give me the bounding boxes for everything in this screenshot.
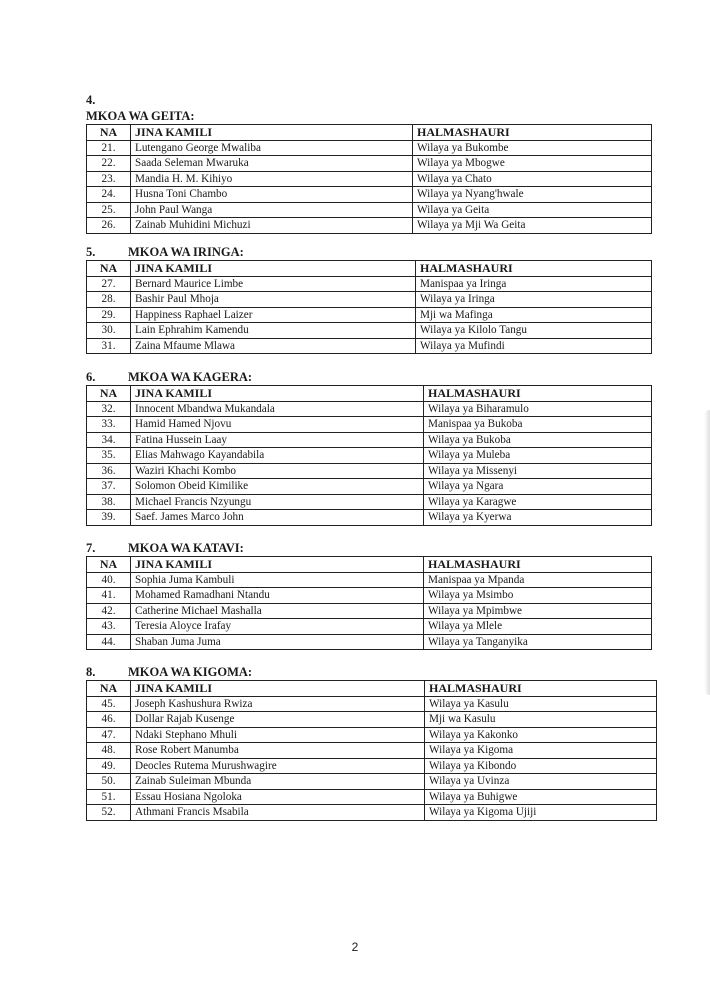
section-heading (86, 369, 652, 385)
members-table (86, 385, 652, 526)
region-section (86, 92, 652, 234)
council-name: Wilaya ya Iringa (416, 292, 652, 308)
member-name: Hamid Hamed Njovu (131, 417, 424, 433)
table-row (87, 572, 652, 588)
table-row (87, 494, 652, 510)
section-number: 7. (86, 541, 96, 555)
member-name: Zainab Muhidini Michuzi (131, 218, 413, 234)
row-number: 32. (87, 401, 131, 417)
table-row (87, 218, 652, 234)
council-name: Wilaya ya Geita (413, 202, 652, 218)
header-na: NA (87, 125, 131, 141)
council-name: Wilaya ya Missenyi (424, 463, 652, 479)
member-name: Catherine Michael Mashalla (131, 603, 424, 619)
row-number: 40. (87, 572, 131, 588)
council-name: Wilaya ya Uvinza (425, 774, 657, 790)
council-name: Wilaya ya Bukombe (413, 140, 652, 156)
member-name: Fatina Hussein Laay (131, 432, 424, 448)
member-name: Zainab Suleiman Mbunda (131, 774, 425, 790)
row-number: 48. (87, 743, 131, 759)
header-na: NA (87, 386, 131, 402)
table-row (87, 202, 652, 218)
member-name: Lain Ephrahim Kamendu (131, 323, 416, 339)
row-number: 23. (87, 171, 131, 187)
header-na: NA (87, 557, 131, 573)
member-name: Athmani Francis Msabila (131, 805, 425, 821)
row-number: 33. (87, 417, 131, 433)
region-section (86, 664, 657, 821)
member-name: Bashir Paul Mhoja (131, 292, 416, 308)
member-name: Zaina Mfaume Mlawa (131, 338, 416, 354)
region-title: MKOA WA KIGOMA: (128, 665, 253, 679)
council-name: Wilaya ya Mji Wa Geita (413, 218, 652, 234)
table-row (87, 805, 657, 821)
table-header-row (87, 557, 652, 573)
header-full-name: JINA KAMILI (131, 386, 424, 402)
row-number: 21. (87, 140, 131, 156)
table-row (87, 307, 652, 323)
table-row (87, 417, 652, 433)
council-name: Wilaya ya Kibondo (425, 758, 657, 774)
member-name: Sophia Juma Kambuli (131, 572, 424, 588)
table-row (87, 758, 657, 774)
row-number: 37. (87, 479, 131, 495)
table-row (87, 727, 657, 743)
header-full-name: JINA KAMILI (131, 261, 416, 277)
table-row (87, 323, 652, 339)
header-full-name: JINA KAMILI (131, 557, 424, 573)
council-name: Wilaya ya Mufindi (416, 338, 652, 354)
member-name: John Paul Wanga (131, 202, 413, 218)
member-name: Joseph Kashushura Rwiza (131, 696, 425, 712)
header-full-name: JINA KAMILI (131, 125, 413, 141)
row-number: 38. (87, 494, 131, 510)
member-name: Bernard Maurice Limbe (131, 276, 416, 292)
row-number: 24. (87, 187, 131, 203)
page-edge-shadow (704, 410, 710, 695)
council-name: Wilaya ya Karagwe (424, 494, 652, 510)
row-number: 47. (87, 727, 131, 743)
row-number: 27. (87, 276, 131, 292)
council-name: Manispaa ya Bukoba (424, 417, 652, 433)
member-name: Solomon Obeid Kimilike (131, 479, 424, 495)
row-number: 36. (87, 463, 131, 479)
region-section (86, 369, 652, 526)
council-name: Wilaya ya Mpimbwe (424, 603, 652, 619)
council-name: Wilaya ya Muleba (424, 448, 652, 464)
member-name: Innocent Mbandwa Mukandala (131, 401, 424, 417)
member-name: Rose Robert Manumba (131, 743, 425, 759)
member-name: Lutengano George Mwaliba (131, 140, 413, 156)
table-row (87, 463, 652, 479)
table-row (87, 696, 657, 712)
member-name: Husna Toni Chambo (131, 187, 413, 203)
table-row (87, 171, 652, 187)
row-number: 31. (87, 338, 131, 354)
row-number: 29. (87, 307, 131, 323)
members-table (86, 260, 652, 354)
region-title: MKOA WA GEITA: (86, 109, 195, 123)
council-name: Wilaya ya Mlele (424, 619, 652, 635)
table-row (87, 774, 657, 790)
council-name: Manispaa ya Mpanda (424, 572, 652, 588)
table-row (87, 338, 652, 354)
header-council: HALMASHAURI (413, 125, 652, 141)
row-number: 34. (87, 432, 131, 448)
member-name: Saef. James Marco John (131, 510, 424, 526)
table-header-row (87, 681, 657, 697)
section-heading (86, 244, 652, 260)
member-name: Dollar Rajab Kusenge (131, 712, 425, 728)
table-row (87, 588, 652, 604)
table-row (87, 448, 652, 464)
table-row (87, 401, 652, 417)
table-row (87, 743, 657, 759)
region-title: MKOA WA IRINGA: (128, 245, 244, 259)
section-number: 6. (86, 370, 96, 384)
council-name: Wilaya ya Ngara (424, 479, 652, 495)
member-name: Mandia H. M. Kihiyo (131, 171, 413, 187)
council-name: Mji wa Kasulu (425, 712, 657, 728)
member-name: Elias Mahwago Kayandabila (131, 448, 424, 464)
council-name: Wilaya ya Biharamulo (424, 401, 652, 417)
table-row (87, 479, 652, 495)
member-name: Shaban Juma Juma (131, 634, 424, 650)
table-header-row (87, 261, 652, 277)
header-na: NA (87, 681, 131, 697)
member-name: Mohamed Ramadhani Ntandu (131, 588, 424, 604)
table-row (87, 187, 652, 203)
table-row (87, 292, 652, 308)
council-name: Wilaya ya Mbogwe (413, 156, 652, 172)
row-number: 50. (87, 774, 131, 790)
table-row (87, 276, 652, 292)
table-header-row (87, 125, 652, 141)
table-row (87, 712, 657, 728)
header-full-name: JINA KAMILI (131, 681, 425, 697)
header-na: NA (87, 261, 131, 277)
row-number: 30. (87, 323, 131, 339)
council-name: Wilaya ya Kasulu (425, 696, 657, 712)
row-number: 43. (87, 619, 131, 635)
row-number: 25. (87, 202, 131, 218)
row-number: 41. (87, 588, 131, 604)
member-name: Michael Francis Nzyungu (131, 494, 424, 510)
row-number: 22. (87, 156, 131, 172)
council-name: Wilaya ya Kakonko (425, 727, 657, 743)
row-number: 51. (87, 789, 131, 805)
section-heading (86, 664, 657, 680)
header-council: HALMASHAURI (416, 261, 652, 277)
row-number: 39. (87, 510, 131, 526)
member-name: Essau Hosiana Ngoloka (131, 789, 425, 805)
section-number: 4. (86, 93, 96, 107)
members-table (86, 556, 652, 650)
region-section (86, 540, 652, 650)
row-number: 44. (87, 634, 131, 650)
region-section (86, 244, 652, 354)
council-name: Manispaa ya Iringa (416, 276, 652, 292)
member-name: Teresia Aloyce Irafay (131, 619, 424, 635)
members-table (86, 124, 652, 234)
region-title: MKOA WA KATAVI: (128, 541, 244, 555)
header-council: HALMASHAURI (425, 681, 657, 697)
row-number: 49. (87, 758, 131, 774)
table-row (87, 619, 652, 635)
region-title: MKOA WA KAGERA: (128, 370, 253, 384)
members-table (86, 680, 657, 821)
row-number: 35. (87, 448, 131, 464)
row-number: 52. (87, 805, 131, 821)
council-name: Wilaya ya Kigoma (425, 743, 657, 759)
row-number: 26. (87, 218, 131, 234)
row-number: 28. (87, 292, 131, 308)
member-name: Waziri Khachi Kombo (131, 463, 424, 479)
row-number: 42. (87, 603, 131, 619)
council-name: Wilaya ya Tanganyika (424, 634, 652, 650)
table-row (87, 140, 652, 156)
section-heading (86, 92, 652, 124)
header-council: HALMASHAURI (424, 557, 652, 573)
council-name: Wilaya ya Kyerwa (424, 510, 652, 526)
member-name: Deocles Rutema Murushwagire (131, 758, 425, 774)
table-row (87, 634, 652, 650)
member-name: Happiness Raphael Laizer (131, 307, 416, 323)
council-name: Wilaya ya Kilolo Tangu (416, 323, 652, 339)
table-row (87, 789, 657, 805)
council-name: Wilaya ya Kigoma Ujiji (425, 805, 657, 821)
table-row (87, 156, 652, 172)
header-council: HALMASHAURI (424, 386, 652, 402)
section-number: 5. (86, 245, 96, 259)
council-name: Wilaya ya Buhigwe (425, 789, 657, 805)
table-row (87, 432, 652, 448)
table-row (87, 603, 652, 619)
member-name: Ndaki Stephano Mhuli (131, 727, 425, 743)
council-name: Mji wa Mafinga (416, 307, 652, 323)
council-name: Wilaya ya Nyang'hwale (413, 187, 652, 203)
table-header-row (87, 386, 652, 402)
council-name: Wilaya ya Msimbo (424, 588, 652, 604)
section-heading (86, 540, 652, 556)
row-number: 46. (87, 712, 131, 728)
table-row (87, 510, 652, 526)
council-name: Wilaya ya Chato (413, 171, 652, 187)
row-number: 45. (87, 696, 131, 712)
council-name: Wilaya ya Bukoba (424, 432, 652, 448)
page-number: 2 (351, 940, 359, 954)
member-name: Saada Seleman Mwaruka (131, 156, 413, 172)
section-number: 8. (86, 665, 96, 679)
